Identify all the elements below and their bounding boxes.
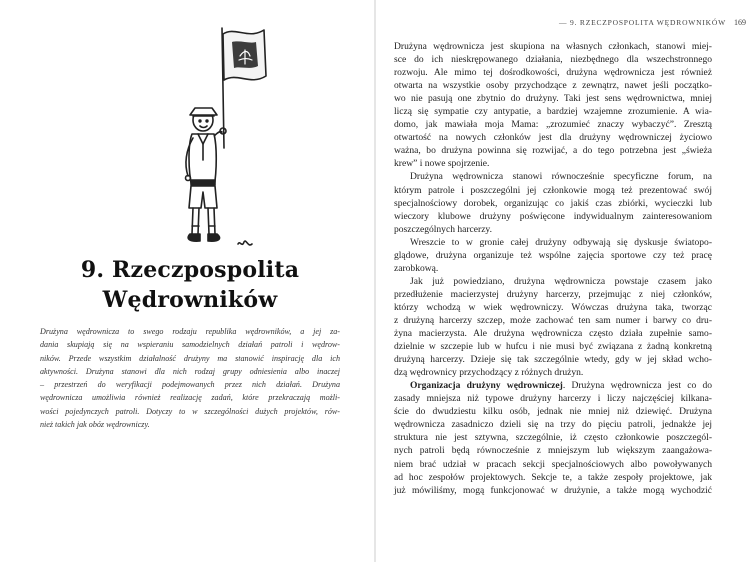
running-head — [516, 18, 746, 27]
text-line: glądowe, drużyna organizuje też wspólne zajęcia sportowe czy też pracę — [394, 249, 712, 261]
text-line: wędrownicza zasadniczo dzieli się na trzy do pięciu patroli, jednakże jej — [394, 419, 712, 431]
scout-with-flag-illustration — [160, 20, 270, 260]
text-fragment: . Drużyna wędrownicza jest co do — [562, 380, 713, 392]
body-text — [394, 40, 712, 497]
intro-line: nież takich jak obóz wędrowniczy. — [40, 419, 150, 429]
text-line: otwarta na wszystkie osoby przychodzące z zewnątrz, nawet jeśli początko- — [394, 80, 712, 92]
text-line: krew” i nowe spojrzenie. — [394, 158, 490, 170]
text-line: liczą się sympatie czy antypatie, a bardziej wzajemne zrozumienie. A wia- — [394, 106, 712, 118]
text-line: ad hoc zespołów projektowych. Sekcje te, a także zespoły projektowe, jak — [394, 471, 712, 483]
text-line: którym patrole i poszczególni jej członkowie mogą też prezentować swój — [394, 184, 712, 196]
text-line: wo nie pasują one zbytnio do drużyny. Taki jest sens wędrownictwa, mniej — [394, 93, 712, 105]
text-line: sce do ich nieskrępowanego działania, niezbędnego dla wszechstronnego — [394, 54, 712, 66]
text-line: otwartość na nowych członków jest dla drużyny wędrowniczej życiowo — [394, 132, 712, 144]
text-line: domo, jak mawiała moja Mama: „zrozumieć znaczy wybaczyć”. Zresztą — [394, 119, 712, 131]
intro-line: aktywności. Drużyna stanowi dla nich rodzaj grupy odniesienia albo inaczej — [40, 366, 340, 376]
text-line: niem brać udział w pracach sekcji specjalnościowych albo powoływanych — [394, 458, 712, 470]
text-line: wieczory klubowe drużyny poświęcone indywidualnym zainteresowaniom — [394, 210, 712, 222]
left-page — [0, 0, 374, 562]
text-line: Drużyna wędrownicza jest skupiona na własnych członkach, stanowi miej- — [394, 41, 712, 52]
page-number: 169 — [734, 18, 746, 27]
intro-line: wości pojedynczych patroli. Dotyczy to w szczególności dużych projektów, rów- — [40, 406, 340, 416]
text-line: specjalnościowy dorobek, organizując co jakiś czas zbiórki, wycieczki lub — [394, 197, 712, 209]
text-line: z drużyną harcerzy szczep, może zachować ten sam numer i barwy co dru- — [394, 314, 712, 326]
text-line: zarobkową. — [394, 262, 439, 274]
text-line: którzy wchodzą w wiek wędrowniczy. Wówczas drużyna taka, tworząc — [394, 301, 712, 313]
intro-line: dania skupiają się na wspieraniu samodzielnych działań patroli i wędrow- — [40, 340, 340, 350]
intro-line: wędrownicza umożliwia również realizację zadań, które przekraczają możli- — [40, 393, 340, 403]
text-line: drużyną harcerzy. Dzieje się tak szczególnie wtedy, gdy w jej skład wcho- — [394, 354, 712, 366]
right-page — [376, 0, 750, 562]
section-heading: Organizacja drużyny wędrowniczej — [410, 380, 563, 392]
text-line — [394, 379, 712, 392]
text-line: Jak już powiedziano, drużyna wędrownicza powstaje czasem jako — [410, 275, 712, 287]
text-line: ście do dwudziestu kilku osób, jednak nie mniej niż dziewięć. Drużyna — [394, 406, 712, 418]
text-line: dzielnie w szczepie lub w hufcu i nie musi być związana z żadną konkretną — [394, 341, 712, 353]
chapter-title-line: 9. Rzeczpospolita — [80, 257, 300, 283]
text-line: struktura nie jest sztywna, szczególnie, iż często członkowie poszczegól- — [394, 432, 712, 444]
text-line: nych patroli będą równocześnie z mniejszym lub większym zaangażowa- — [394, 445, 712, 457]
text-line: już mówiliśmy, mogą funkcjonować w drużynie, a także mogą wychodzić — [394, 484, 712, 496]
chapter-title-line: Wędrowników — [102, 287, 278, 313]
intro-line: Drużyna wędrownicza to swego rodzaju republika wędrowników, a jej za- — [40, 327, 340, 336]
intro-line: – przestrzeń do weryfikacji podejmowanych przez nich działań. Drużyna — [40, 380, 340, 389]
running-head-title: — 9. RZECZPOSPOLITA WĘDROWNIKÓW — [559, 18, 726, 27]
text-line: dzą wędrownicy przychodzący z różnych drużyn. — [394, 367, 584, 379]
text-line: poszczególnych harcerzy. — [394, 223, 492, 235]
text-line: Wreszcie to w gronie całej drużyny odbywają się dyskusje światopo- — [410, 236, 712, 248]
text-line: Drużyna wędrownicza stanowi równocześnie specyficzne forum, na — [410, 171, 712, 183]
text-line: ważna, bo drużyna powinna się rozwijać, a do tego potrzebna jest „świeża — [394, 145, 712, 157]
text-line: rozwoju. Ale mimo tej dośrodkowości, drużyna wędrownicza jest również — [394, 67, 712, 79]
intro-line: ników. Przede wszystkim działalność drużyny ma stanowić inspirację dla ich — [40, 353, 340, 363]
text-line: zasady mniejsza niż typowe drużyny harcerzy i liczy najczęściej kilkana- — [394, 393, 712, 405]
text-line: żyna macierzysta. Ale drużyna wędrownicza często działa zupełnie samo- — [394, 328, 712, 340]
chapter-title — [40, 255, 340, 315]
chapter-intro — [40, 325, 340, 431]
text-line: przedłużenie macierzystej drużyny harcerzy, przejmując z niej członków, — [394, 288, 712, 300]
